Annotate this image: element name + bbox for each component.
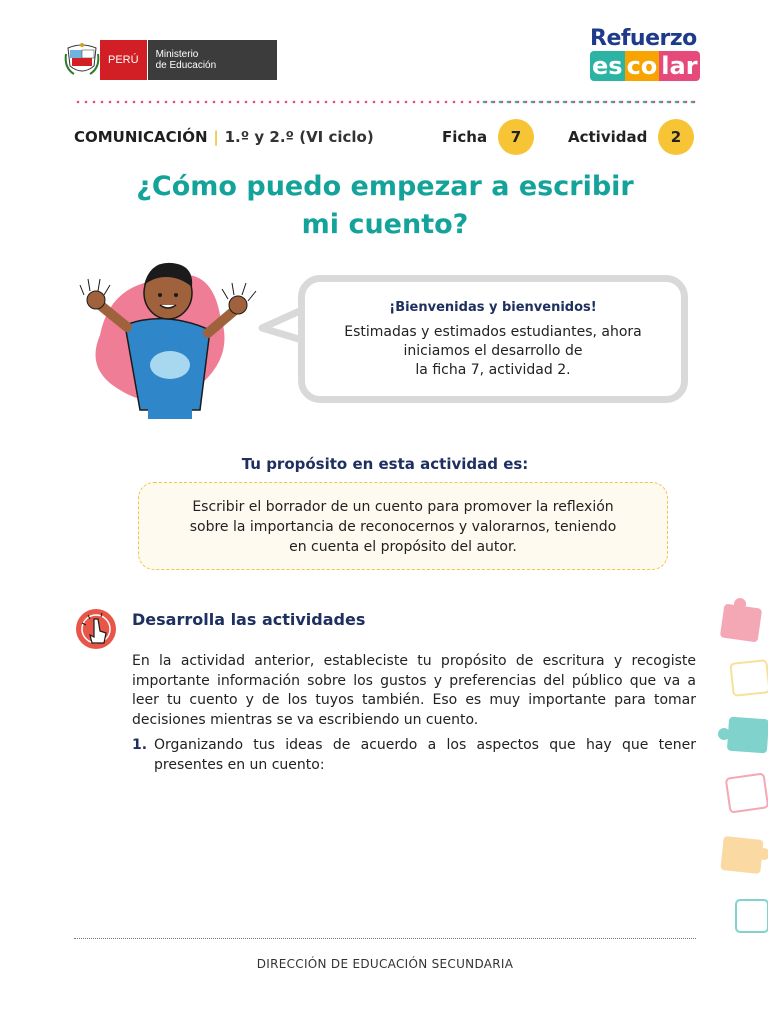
- purpose-box: [138, 482, 668, 570]
- welcome-line-1: Estimadas y estimados estudiantes, ahora: [344, 324, 642, 340]
- welcome-line-3: la ficha 7, actividad 2.: [415, 362, 571, 378]
- header-divider-dots-green: [480, 100, 696, 104]
- title-line-2: mi cuento?: [301, 209, 469, 240]
- pointing-hand-icon: [74, 607, 120, 651]
- title-line-1: ¿Cómo puedo empezar a escribir: [136, 171, 634, 202]
- decorative-puzzle-pieces: [712, 596, 768, 956]
- peru-coat-of-arms-icon: [64, 40, 100, 80]
- government-logo: [64, 40, 277, 80]
- welcome-text: [305, 323, 681, 380]
- subject-name: COMUNICACIÓN: [74, 128, 208, 146]
- development-heading: Desarrolla las actividades: [132, 610, 366, 629]
- welcome-heading: ¡Bienvenidas y bienvenidos!: [389, 300, 597, 315]
- ficha-number-badge: 7: [498, 119, 534, 155]
- peru-label: PERÚ: [100, 40, 147, 80]
- list-item-text: Organizando tus ideas de acuerdo a los aspectos que hay que tener presentes en un cuento:: [154, 737, 696, 773]
- list-item-number: 1.: [132, 737, 148, 753]
- development-paragraph: En la actividad anterior, estableciste tu propósito de escritura y recogiste importante información sobre los gustos y preferencias del público que va a leer tu cuento y de los tuyos también. Eso es muy importante para tomar decisiones mientras se va escribiendo un cuento.: [132, 653, 696, 728]
- actividad-label: Actividad: [568, 128, 648, 146]
- purpose-heading: Tu propósito en esta actividad es:: [241, 455, 529, 473]
- purpose-line-2: sobre la importancia de reconocernos y valorarnos, teniendo: [189, 519, 617, 535]
- puzzle-piece-icon: [720, 598, 762, 642]
- refuerzo-escolar-logo: [590, 26, 700, 81]
- footer-text: DIRECCIÓN DE EDUCACIÓN SECUNDARIA: [256, 957, 514, 971]
- brand-part-1: es: [592, 52, 623, 80]
- purpose-line-1: Escribir el borrador de un cuento para promover la reflexión: [192, 499, 614, 515]
- ministry-label: [147, 40, 277, 80]
- actividad-number-badge: 2: [658, 119, 694, 155]
- grade-label: 1.º y 2.º (VI ciclo): [224, 128, 374, 146]
- welcome-line-2: iniciamos el desarrollo de: [403, 343, 583, 359]
- purpose-line-3: en cuenta el propósito del autor.: [289, 539, 517, 555]
- footer-divider: [74, 938, 696, 940]
- subject-separator: |: [213, 128, 219, 146]
- brand-part-3: lar: [661, 52, 698, 80]
- brand-part-2: co: [626, 52, 658, 80]
- ficha-label: Ficha: [442, 128, 488, 146]
- subject-row: [74, 120, 696, 154]
- list-item: [132, 736, 696, 775]
- student-illustration: [70, 255, 270, 425]
- welcome-speech-bubble: [298, 275, 688, 403]
- brand-top-text: Refuerzo: [590, 26, 697, 51]
- ministry-line-2: de Educación: [155, 60, 217, 71]
- ministry-line-1: Ministerio: [155, 49, 199, 60]
- brand-bottom-text: [590, 51, 700, 81]
- page-title: [74, 168, 696, 244]
